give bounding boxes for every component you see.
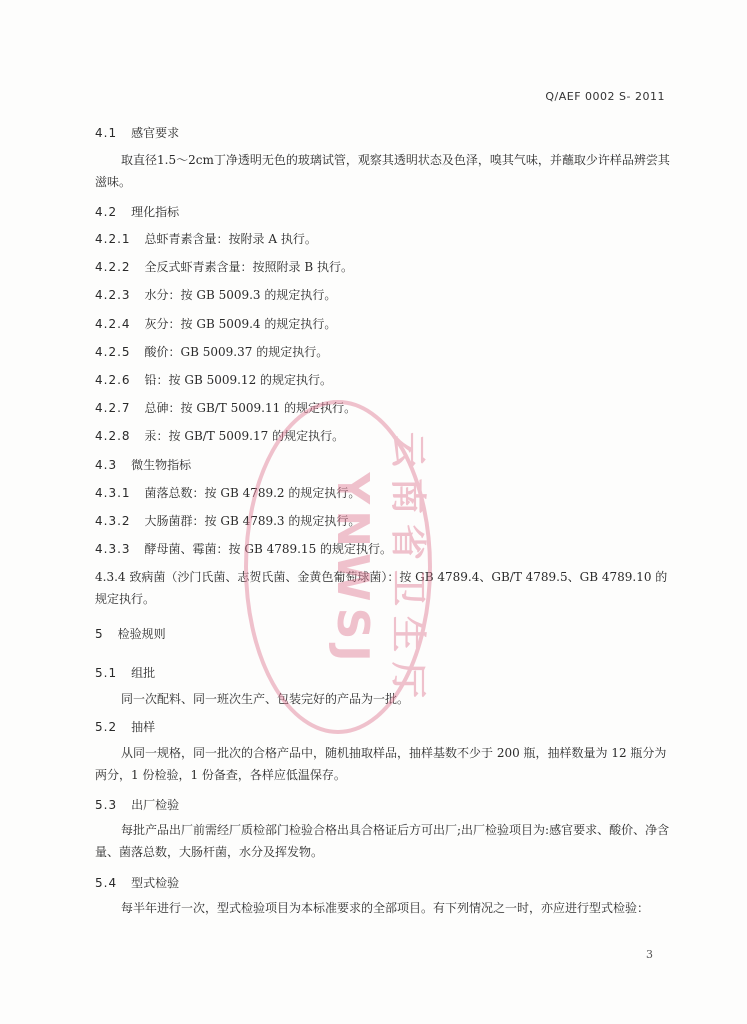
clause-number: 4.2.6 (95, 373, 131, 387)
stamp-text-en: YNWSJ (327, 472, 378, 668)
clause-text: 汞：按 GB/T 5009.17 的规定执行。 (144, 429, 345, 443)
clause-number: 4.2.1 (95, 232, 131, 246)
clause-number: 4.2.5 (95, 345, 131, 359)
clause-number: 4.3 (95, 458, 118, 472)
clause-text: 大肠菌群：按 GB 4789.3 的规定执行。 (144, 514, 361, 528)
clause-number: 4.3.2 (95, 514, 131, 528)
paragraph-4-1: 取直径1.5～2cm丁净透明无色的玻璃试管，观察其透明状态及色泽，嗅其气味，并蘸取少许样品辨尝其滋味。 (95, 153, 670, 189)
clause-number: 4.2.7 (95, 401, 131, 415)
clause-number: 5.3 (95, 798, 118, 812)
page-number: 3 (646, 948, 653, 961)
clause-line (95, 202, 665, 222)
clause-text: 抽样 (131, 720, 156, 734)
clause-text: 总砷：按 GB/T 5009.11 的规定执行。 (144, 401, 357, 415)
clause-text: 理化指标 (131, 205, 180, 219)
paragraph-4-3-4: 4.3.4 致病菌（沙门氏菌、志贺氏菌、金黄色葡萄球菌）：按 GB 4789.4、GB/T 4789.5、GB 4789.10 的规定执行。 (95, 570, 668, 606)
clause-line (95, 426, 665, 446)
clause-line (95, 342, 665, 362)
clause-text: 组批 (131, 666, 156, 680)
clause-line (95, 511, 665, 531)
clause-text: 全反式虾青素含量：按照附录 B 执行。 (144, 260, 353, 274)
clause-text: 出厂检验 (131, 798, 180, 812)
clause-number: 4.2.2 (95, 260, 131, 274)
clause-line (95, 873, 665, 893)
clause-number: 4.3.3 (95, 542, 131, 556)
clause-line (95, 314, 665, 334)
clause-number: 4.2 (95, 205, 118, 219)
clause-line (95, 795, 665, 815)
clause-line (95, 539, 665, 559)
clause-line (95, 624, 665, 644)
clause-text: 检验规则 (117, 627, 166, 641)
clause-number: 4.2.8 (95, 429, 131, 443)
clause-text: 水分：按 GB 5009.3 的规定执行。 (144, 288, 337, 302)
clause-text: 型式检验 (131, 876, 180, 890)
clause-number: 5.4 (95, 876, 118, 890)
clause-text: 总虾青素含量：按附录 A 执行。 (144, 232, 317, 246)
clause-number: 5.2 (95, 720, 118, 734)
clause-text: 灰分：按 GB 5009.4 的规定执行。 (144, 317, 337, 331)
clause-number: 4.2.4 (95, 317, 131, 331)
clause-line (95, 455, 665, 475)
clause-line (95, 123, 665, 143)
clause-line (95, 370, 665, 390)
clause-line (95, 398, 665, 418)
clause-line (95, 717, 665, 737)
paragraph-5-2: 从同一规格，同一批次的合格产品中，随机抽取样品，抽样基数不少于 200 瓶，抽样数量为 12 瓶分为两分，1 份检验，1 份备查，各样应低温保存。 (95, 746, 667, 782)
clause-text: 铅：按 GB 5009.12 的规定执行。 (144, 373, 333, 387)
clause-text: 菌落总数：按 GB 4789.2 的规定执行。 (144, 486, 361, 500)
clause-number: 5.1 (95, 666, 118, 680)
paragraph-5-1: 同一次配料、同一班次生产、包装完好的产品为一批。 (121, 692, 410, 706)
clause-line (95, 285, 665, 305)
clause-line (95, 663, 665, 683)
clause-text: 微生物指标 (131, 458, 192, 472)
paragraph-5-4: 每半年进行一次，型式检验项目为本标准要求的全部项目。有下列情况之一时，亦应进行型式检验： (121, 901, 650, 915)
clause-line (95, 483, 665, 503)
clause-text: 感官要求 (131, 126, 180, 140)
standard-code: Q/AEF 0002 S- 2011 (545, 90, 665, 103)
clause-text: 酵母菌、霉菌：按 GB 4789.15 的规定执行。 (144, 542, 393, 556)
paragraph-5-3: 每批产品出厂前需经厂质检部门检验合格出具合格证后方可出厂;出厂检验项目为:感官要求、酸价、净含量、菌落总数，大肠杆菌，水分及挥发物。 (95, 823, 670, 859)
clause-text: 酸价：GB 5009.37 的规定执行。 (144, 345, 329, 359)
clause-number: 5 (95, 627, 104, 641)
stamp-text-cn: 云南省卫生厅 (387, 431, 428, 709)
clause-number: 4.3.1 (95, 486, 131, 500)
clause-line (95, 229, 665, 249)
clause-line (95, 257, 665, 277)
clause-number: 4.1 (95, 126, 118, 140)
clause-number: 4.2.3 (95, 288, 131, 302)
